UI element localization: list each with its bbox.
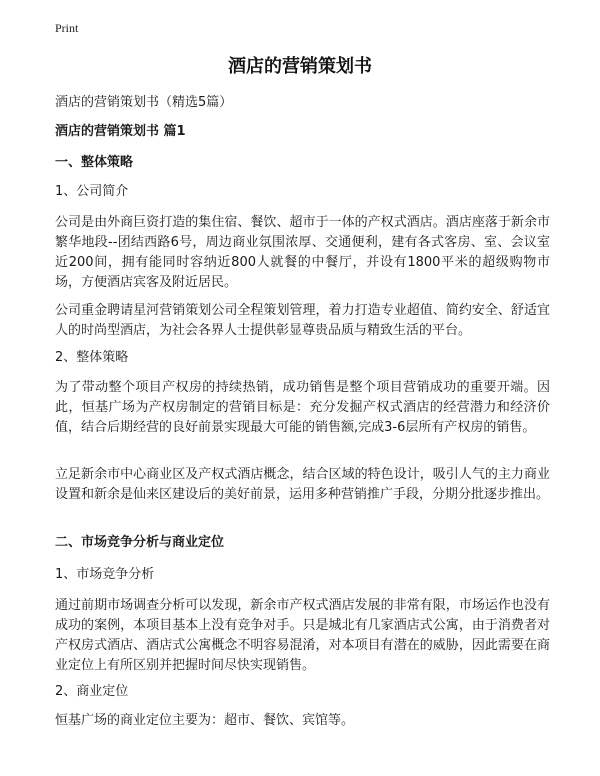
paragraph-marketing-goal: 为了带动整个项目产权房的持续热销，成功销售是整个项目营销成功的重要开端。因此，恒基广场为产权房制定的营销目标是：充分发掘产权式酒店的经营潜力和经济价值，结合后期经营的良好前景实现最大可能的销售额,完成3-6层所有产权房的销售。 [55, 380, 550, 435]
paragraph-company-intro: 公司是由外商巨资打造的集住宿、餐饮、超市于一体的产权式酒店。酒店座落于新余市繁华地段--团结西路6号，周边商业氛围浓厚、交通便利，建有各式客房、室、会议室近200间，拥有能同时容纳近800人就餐的中餐厅，并设有1800平米的超级购物市场，方便酒店宾客及附近居民。 [55, 215, 550, 290]
subheading-business-positioning: 2、商业定位 [55, 684, 129, 699]
part-title: 酒店的营销策划书 篇1 [55, 124, 186, 139]
paragraph-positioning-approach: 立足新余市中心商业区及产权式酒店概念，结合区域的特色设计，吸引人气的主力商业设置和新余是仙来区建设后的美好前景，运用多种营销推广手段，分期分批逐步推出。 [55, 467, 550, 502]
subheading-company-intro: 1、公司简介 [55, 184, 129, 199]
subheading-overall-strategy: 2、整体策略 [55, 350, 129, 365]
document-subtitle: 酒店的营销策划书（精选5篇） [55, 95, 233, 110]
subheading-market-analysis: 1、市场竞争分析 [55, 567, 155, 582]
print-label: Print [55, 21, 79, 35]
paragraph-business-positioning: 恒基广场的商业定位主要为：超市、餐饮、宾馆等。 [55, 713, 355, 728]
section-heading-market: 二、市场竞争分析与商业定位 [55, 535, 225, 550]
document-title: 酒店的营销策划书 [228, 56, 372, 77]
section-heading-strategy: 一、整体策略 [55, 155, 134, 170]
paragraph-market-analysis: 通过前期市场调查分析可以发现，新余市产权式酒店发展的非常有限，市场运作也没有成功的案例，本项目基本上没有竞争对手。只是城北有几家酒店式公寓，由于消费者对产权房式酒店、酒店式公寓概念不明容易混淆，对本项目有潜在的威胁，因此需要在商业定位上有所区别并把握时间尽快实现销售。 [55, 598, 550, 673]
paragraph-planning-management: 公司重金聘请星河营销策划公司全程策划管理，着力打造专业超值、简约安全、舒适宜人的时尚型酒店，为社会各界人士提供彰显尊贵品质与精致生活的平台。 [55, 303, 550, 338]
